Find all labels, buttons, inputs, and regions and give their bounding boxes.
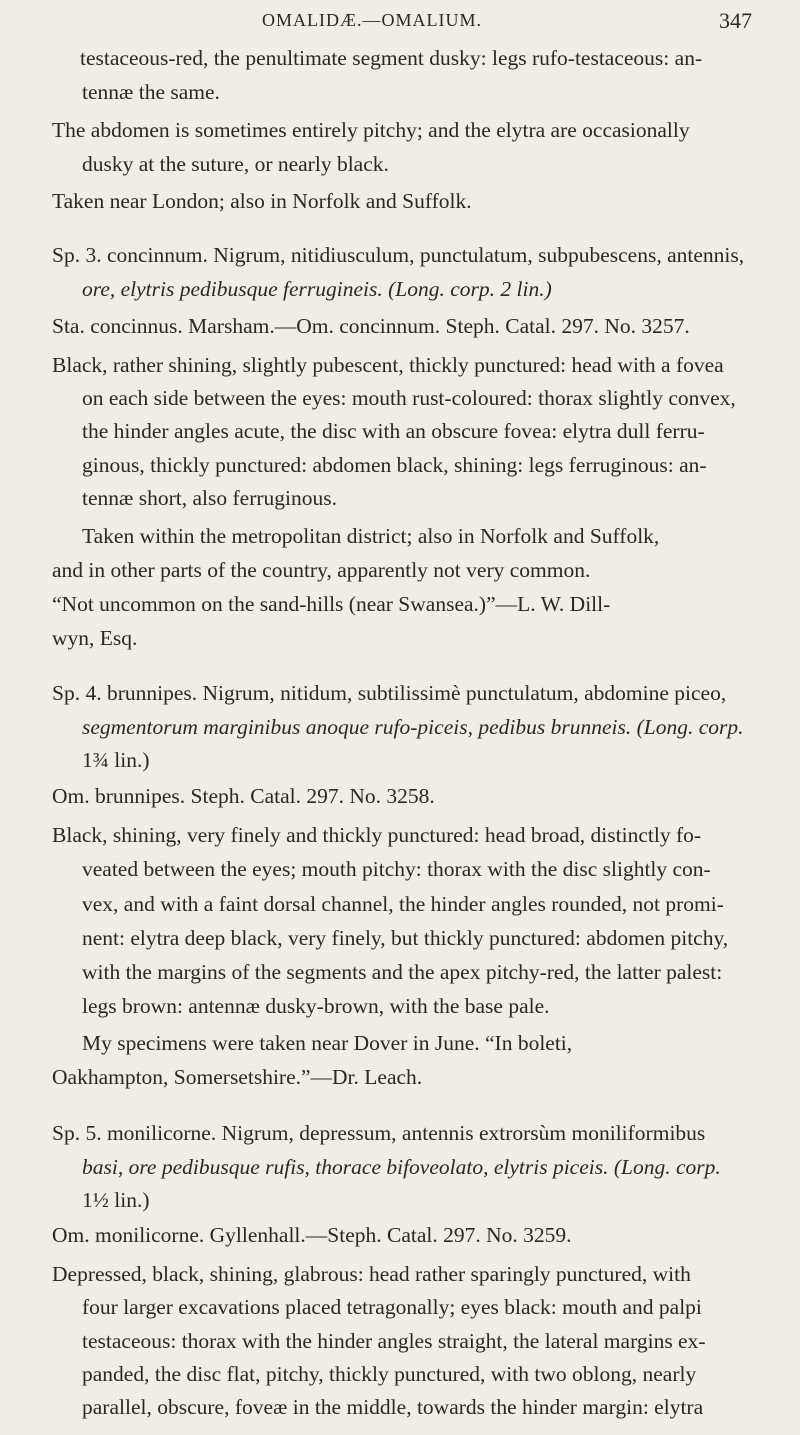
text-line: and in other parts of the country, apparently not very common. bbox=[52, 558, 591, 582]
text-line: ore, elytris pedibusque ferrugineis. (Long. corp. 2 lin.) bbox=[82, 276, 552, 301]
text-line: with the margins of the segments and the apex pitchy-red, the latter palest: bbox=[82, 959, 723, 984]
text-line: Taken within the metropolitan district; also in Norfolk and Suffolk, bbox=[82, 523, 660, 548]
text-line: tennæ short, also ferruginous. bbox=[82, 485, 337, 510]
text-line: the hinder angles acute, the disc with an obscure fovea: elytra dull ferru- bbox=[82, 419, 705, 444]
text-line: nent: elytra deep black, very finely, but thickly punctured: abdomen pitchy, bbox=[82, 925, 729, 950]
text-line: segmentorum marginibus anoque rufo-piceis, pedibus brunneis. (Long. corp. bbox=[82, 714, 744, 739]
text-line: Oakhampton, Somersetshire.”—Dr. Leach. bbox=[52, 1065, 423, 1090]
text-line: panded, the disc flat, pitchy, thickly punctured, with two oblong, nearly bbox=[82, 1361, 697, 1386]
text-line: My specimens were taken near Dover in June. “In boleti, bbox=[82, 1031, 573, 1056]
text-line: 1¾ lin.) bbox=[82, 748, 150, 772]
text-line: on each side between the eyes: mouth rust-coloured: thorax slightly convex, bbox=[82, 386, 736, 411]
synonymy-line: Om. brunnipes. Steph. Catal. 297. No. 3258. bbox=[52, 784, 435, 809]
text-line: 1½ lin.) bbox=[82, 1187, 150, 1212]
text-line: Black, shining, very finely and thickly punctured: head broad, distinctly fo- bbox=[52, 823, 702, 848]
page-number: 347 bbox=[719, 8, 752, 33]
page-header bbox=[0, 6, 800, 38]
text-line: veated between the eyes; mouth pitchy: thorax with the disc slightly con- bbox=[82, 857, 711, 882]
species-heading: Sp. 4. brunnipes. Nigrum, nitidum, subtilissimè punctulatum, abdomine piceo, bbox=[52, 680, 727, 705]
species-heading: Sp. 5. monilicorne. Nigrum, depressum, antennis extrorsùm moniliformibus bbox=[52, 1120, 706, 1145]
text-line: testaceous-red, the penultimate segment dusky: legs rufo-testaceous: an- bbox=[80, 46, 703, 70]
running-head: OMALIDÆ.—OMALIUM. bbox=[262, 10, 482, 30]
text-line: The abdomen is sometimes entirely pitchy; and the elytra are occasionally bbox=[52, 118, 690, 143]
species-heading: Sp. 3. concinnum. Nigrum, nitidiusculum, punctulatum, subpubescens, antennis, bbox=[52, 242, 745, 267]
text-line: legs brown: antennæ dusky-brown, with the base pale. bbox=[82, 994, 550, 1019]
text-line: vex, and with a faint dorsal channel, the hinder angles rounded, not promi- bbox=[82, 891, 724, 916]
text-line: basi, ore pedibusque rufis, thorace bifoveolato, elytris piceis. (Long. corp. bbox=[82, 1154, 721, 1179]
text-line: testaceous: thorax with the hinder angles straight, the lateral margins ex- bbox=[82, 1328, 706, 1353]
synonymy-line: Om. monilicorne. Gyllenhall.—Steph. Catal. 297. No. 3259. bbox=[52, 1223, 572, 1247]
text-line: tennæ the same. bbox=[82, 80, 220, 105]
synonymy-line: Sta. concinnus. Marsham.—Om. concinnum. Steph. Catal. 297. No. 3257. bbox=[52, 313, 690, 338]
text-line: Black, rather shining, slightly pubescent, thickly punctured: head with a fovea bbox=[52, 352, 724, 377]
text-line: dusky at the suture, or nearly black. bbox=[82, 152, 389, 177]
text-line: wyn, Esq. bbox=[52, 626, 138, 651]
text-line: ginous, thickly punctured: abdomen black, shining: legs ferruginous: an- bbox=[82, 452, 707, 477]
text-line: Depressed, black, shining, glabrous: head rather sparingly punctured, with bbox=[52, 1262, 691, 1286]
text-line: Taken near London; also in Norfolk and Suffolk. bbox=[52, 188, 472, 213]
text-line: “Not uncommon on the sand-hills (near Swansea.)”—L. W. Dill- bbox=[52, 592, 611, 617]
text-line: four larger excavations placed tetragonally; eyes black: mouth and palpi bbox=[82, 1295, 702, 1320]
text-line: parallel, obscure, foveæ in the middle, towards the hinder margin: elytra bbox=[82, 1395, 704, 1419]
